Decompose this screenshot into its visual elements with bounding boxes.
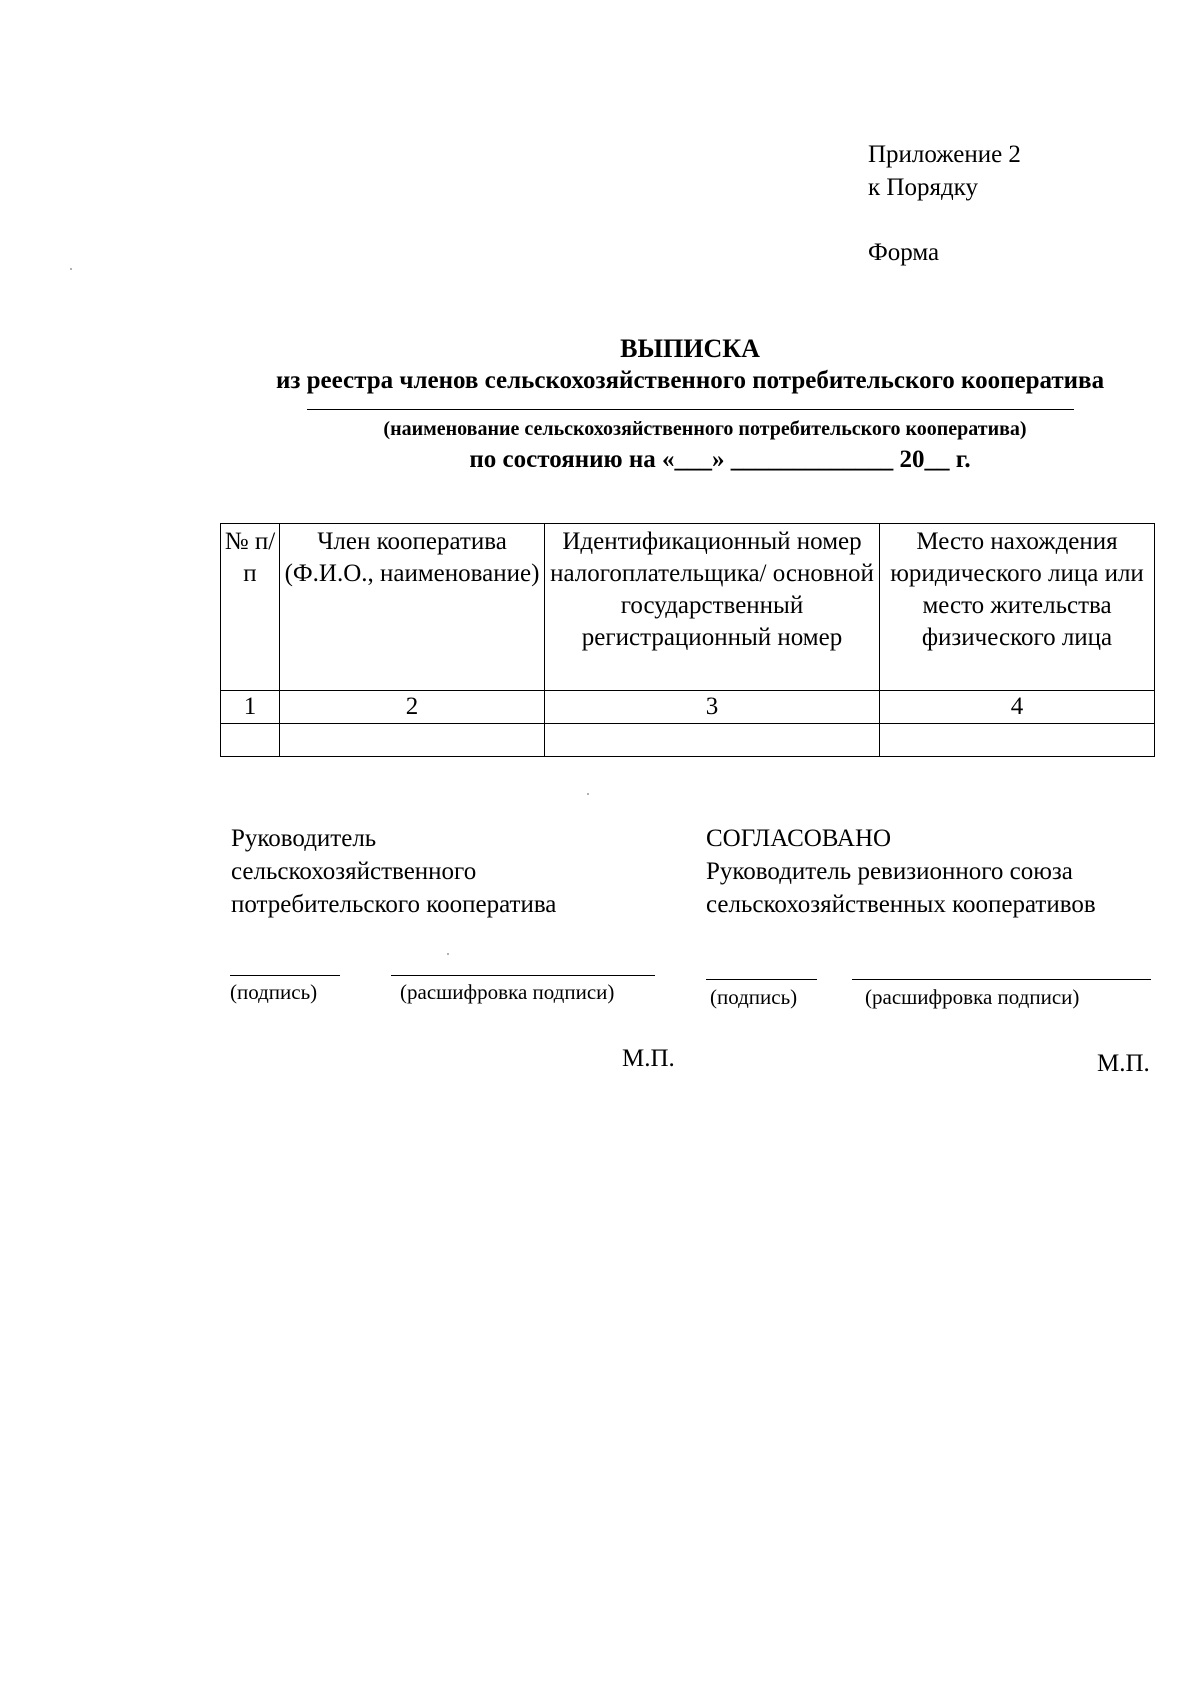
as-of-date: по состоянию на «___» _____________ 20__ г. xyxy=(469,446,971,473)
header-location: Место нахождения юридического лица или место жительства физического лица xyxy=(880,524,1155,691)
scan-speck xyxy=(587,793,589,795)
cooperative-head-line-3: потребительского кооператива xyxy=(231,891,557,918)
left-stamp-place: М.П. xyxy=(622,1045,675,1072)
right-stamp-place: М.П. xyxy=(1097,1050,1150,1077)
approved-label: СОГЛАСОВАНО xyxy=(706,825,892,852)
left-decode-line xyxy=(391,975,655,976)
right-signature-caption: (подпись) xyxy=(710,985,798,1009)
title-block xyxy=(220,332,1160,476)
cooperative-name-caption: (наименование сельскохозяйственного потребительского кооператива) xyxy=(383,418,1027,440)
cooperative-head-line-2: сельскохозяйственного xyxy=(231,858,477,885)
left-signature-line xyxy=(230,975,340,976)
right-signature-line xyxy=(706,979,817,980)
members-table xyxy=(220,523,1155,757)
scan-speck xyxy=(447,953,449,955)
column-number: 3 xyxy=(545,691,880,724)
table-cell xyxy=(280,724,545,757)
table-cell xyxy=(221,724,280,757)
column-number-row xyxy=(221,691,1155,724)
column-number: 2 xyxy=(280,691,545,724)
cooperative-head-block xyxy=(231,822,556,921)
union-head-line-1: Руководитель ревизионного союза xyxy=(706,858,1073,885)
scan-speck xyxy=(70,268,72,270)
table-cell xyxy=(880,724,1155,757)
right-decode-line xyxy=(852,979,1151,980)
right-decode-caption: (расшифровка подписи) xyxy=(865,985,1080,1009)
appendix-note xyxy=(868,138,1021,269)
column-number: 1 xyxy=(221,691,280,724)
header-member: Член кооператива (Ф.И.О., наименование) xyxy=(280,524,545,691)
left-signature-caption: (подпись) xyxy=(230,980,318,1004)
appendix-reference: к Порядку xyxy=(868,174,978,201)
table-header-row xyxy=(221,524,1155,691)
column-number: 4 xyxy=(880,691,1155,724)
union-head-line-2: сельскохозяйственных кооперативов xyxy=(706,891,1096,918)
table-cell xyxy=(545,724,880,757)
appendix-number: Приложение 2 xyxy=(868,141,1021,168)
table-row xyxy=(221,724,1155,757)
document-subtitle: из реестра членов сельскохозяйственного потребительского кооператива xyxy=(275,367,1105,394)
document-title: ВЫПИСКА xyxy=(620,334,760,363)
form-label: Форма xyxy=(868,239,940,266)
header-tax-id: Идентификационный номер налогоплательщика/ основной государственный регистрационный номер xyxy=(545,524,880,691)
header-number: № п/п xyxy=(221,524,280,691)
cooperative-name-line xyxy=(307,409,1074,410)
left-decode-caption: (расшифровка подписи) xyxy=(400,980,615,1004)
cooperative-head-line-1: Руководитель xyxy=(231,825,377,852)
approval-block xyxy=(706,822,1096,921)
